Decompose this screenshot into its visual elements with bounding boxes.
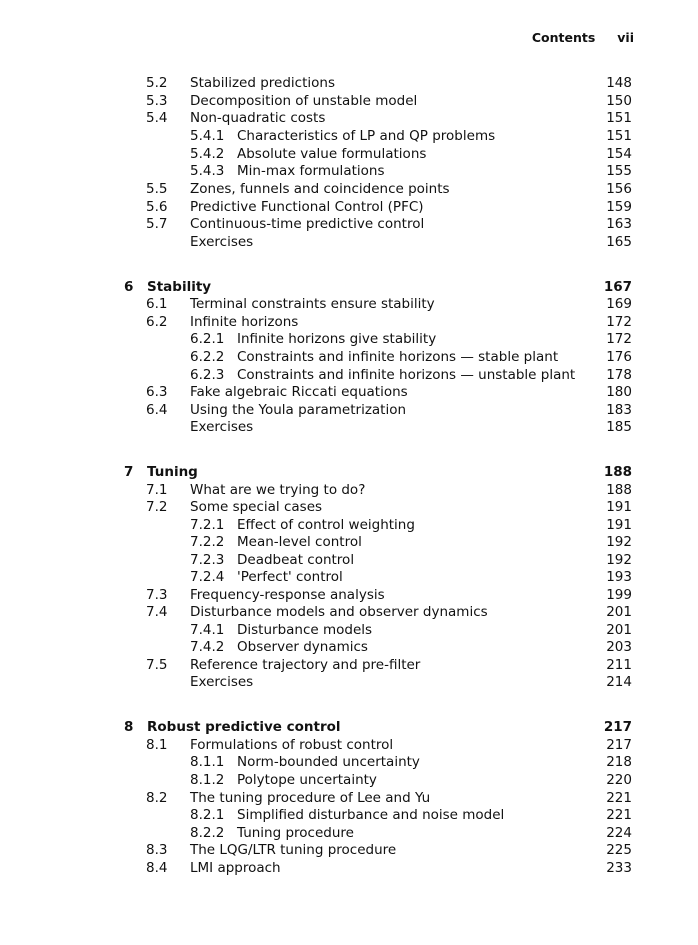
entry-number: 8.1.2 [190,772,225,788]
entry-number: 5.3 [146,93,168,109]
toc-subsection-entry [0,638,698,656]
toc-subsection-entry [0,330,698,348]
entry-number: 8.2.1 [190,807,225,823]
entry-page-number: 172 [606,331,632,347]
toc-section-entry [0,859,698,877]
entry-title: Simplified disturbance and noise model [237,807,505,823]
entry-page-number: 221 [606,790,632,806]
toc-section-entry [0,215,698,233]
entry-page-number: 188 [603,464,632,480]
toc-subsection-entry [0,366,698,384]
entry-title: Infinite horizons [190,314,299,330]
running-header [532,30,634,45]
entry-page-number: 148 [606,75,632,91]
entry-page-number: 180 [606,384,632,400]
entry-title: Tuning [147,464,198,480]
entry-number: 8.2.2 [190,825,225,841]
entry-page-number: 169 [606,296,632,312]
entry-title: The tuning procedure of Lee and Yu [190,790,431,806]
entry-title: Exercises [190,419,254,435]
entry-number: 6.4 [146,402,168,418]
toc-section-entry [0,383,698,401]
entry-page-number: 163 [606,216,632,232]
entry-title: Mean-level control [237,534,362,550]
entry-page-number: 165 [606,234,632,250]
entry-title: Constraints and infinite horizons — stable plant [237,349,559,365]
entry-title: Terminal constraints ensure stability [190,296,435,312]
entry-number: 8.4 [146,860,168,876]
entry-number: 5.5 [146,181,168,197]
entry-title: Observer dynamics [237,639,368,655]
entry-number: 7.2.2 [190,534,225,550]
entry-number: 7.1 [146,482,168,498]
entry-title: Characteristics of LP and QP problems [237,128,496,144]
entry-title: LMI approach [190,860,281,876]
entry-page-number: 188 [606,482,632,498]
entry-number: 7.4.1 [190,622,225,638]
entry-page-number: 172 [606,314,632,330]
toc-section-entry [0,74,698,92]
toc-section-entry [0,198,698,216]
entry-page-number: 178 [606,367,632,383]
toc-section-entry [0,656,698,674]
entry-title: Deadbeat control [237,552,355,568]
entry-title: Zones, funnels and coincidence points [190,181,450,197]
entry-page-number: 214 [606,674,632,690]
entry-page-number: 151 [606,128,632,144]
toc-section-entry [0,109,698,127]
entry-page-number: 233 [606,860,632,876]
entry-number: 6.2.3 [190,367,225,383]
entry-title: Decomposition of unstable model [190,93,418,109]
toc-section-entry [0,295,698,313]
entry-page-number: 217 [606,737,632,753]
entry-title: Min-max formulations [237,163,385,179]
entry-title: Non-quadratic costs [190,110,326,126]
entry-number: 6 [124,279,134,295]
entry-title: Continuous-time predictive control [190,216,425,232]
entry-title: Stability [147,279,212,295]
entry-page-number: 211 [606,657,632,673]
toc-section-entry [0,603,698,621]
toc-subsection-entry [0,533,698,551]
toc-subsection-entry [0,127,698,145]
entry-number: 5.7 [146,216,168,232]
entry-title: Stabilized predictions [190,75,335,91]
toc-section-entry [0,401,698,419]
entry-title: Using the Youla parametrization [190,402,407,418]
entry-page-number: 150 [606,93,632,109]
entry-page-number: 159 [606,199,632,215]
entry-title: Norm-bounded uncertainty [237,754,420,770]
toc-subsection-entry [0,568,698,586]
entry-page-number: 199 [606,587,632,603]
header-page-number: vii [617,30,634,45]
entry-number: 7.2.4 [190,569,225,585]
entry-page-number: 203 [606,639,632,655]
entry-number: 7.2.1 [190,517,225,533]
entry-number: 5.4.1 [190,128,225,144]
entry-page-number: 185 [606,419,632,435]
toc-subsection-entry [0,621,698,639]
entry-title: 'Perfect' control [237,569,343,585]
entry-title: Absolute value formulations [237,146,427,162]
toc-subsection-entry [0,551,698,569]
toc-subsection-entry [0,516,698,534]
toc-subsection-entry [0,753,698,771]
entry-title: Infinite horizons give stability [237,331,437,347]
entry-page-number: 191 [606,499,632,515]
toc-subsection-entry [0,348,698,366]
entry-page-number: 156 [606,181,632,197]
toc-section-entry [0,180,698,198]
entry-title: Fake algebraic Riccati equations [190,384,408,400]
entry-number: 6.3 [146,384,168,400]
entry-number: 6.2.2 [190,349,225,365]
entry-page-number: 224 [606,825,632,841]
entry-number: 7.3 [146,587,168,603]
toc-section-entry [0,586,698,604]
entry-title: Frequency-response analysis [190,587,385,603]
toc-subsection-entry [0,771,698,789]
toc-section-entry [0,498,698,516]
entry-number: 8.1 [146,737,168,753]
toc-section-entry [0,841,698,859]
entry-title: What are we trying to do? [190,482,366,498]
entry-number: 6.1 [146,296,168,312]
entry-title: Some special cases [190,499,323,515]
entry-page-number: 201 [606,622,632,638]
toc-subsection-entry [0,162,698,180]
entry-number: 6.2 [146,314,168,330]
entry-page-number: 151 [606,110,632,126]
entry-page-number: 225 [606,842,632,858]
entry-title: The LQG/LTR tuning procedure [190,842,397,858]
entry-number: 5.6 [146,199,168,215]
entry-page-number: 221 [606,807,632,823]
entry-page-number: 193 [606,569,632,585]
entry-page-number: 154 [606,146,632,162]
entry-title: Reference trajectory and pre-filter [190,657,421,673]
entry-number: 5.2 [146,75,168,91]
entry-number: 8.1.1 [190,754,225,770]
entry-page-number: 220 [606,772,632,788]
entry-page-number: 191 [606,517,632,533]
toc-subsection-entry [0,145,698,163]
toc-exercises-entry [0,418,698,436]
entry-number: 5.4.2 [190,146,225,162]
entry-title: Exercises [190,234,254,250]
entry-number: 8.3 [146,842,168,858]
entry-page-number: 183 [606,402,632,418]
entry-page-number: 167 [603,279,632,295]
entry-title: Exercises [190,674,254,690]
toc-chapter-entry [0,278,698,296]
entry-page-number: 201 [606,604,632,620]
toc-section-entry [0,736,698,754]
entry-title: Disturbance models [237,622,373,638]
entry-number: 5.4.3 [190,163,225,179]
entry-page-number: 192 [606,534,632,550]
entry-title: Robust predictive control [147,719,341,735]
toc-section-entry [0,481,698,499]
header-title: Contents [531,30,596,45]
entry-number: 6.2.1 [190,331,225,347]
toc-exercises-entry [0,233,698,251]
toc-chapter-entry [0,463,698,481]
entry-title: Tuning procedure [237,825,354,841]
entry-number: 7.2 [146,499,168,515]
toc-exercises-entry [0,673,698,691]
entry-page-number: 176 [606,349,632,365]
entry-title: Constraints and infinite horizons — unstable plant [237,367,576,383]
entry-number: 7.4 [146,604,168,620]
entry-page-number: 155 [606,163,632,179]
entry-title: Effect of control weighting [237,517,415,533]
entry-title: Polytope uncertainty [237,772,377,788]
entry-number: 7.4.2 [190,639,225,655]
entry-page-number: 217 [603,719,632,735]
entry-page-number: 192 [606,552,632,568]
entry-number: 5.4 [146,110,168,126]
entry-number: 7 [124,464,134,480]
toc-subsection-entry [0,824,698,842]
toc-subsection-entry [0,806,698,824]
entry-number: 7.2.3 [190,552,225,568]
toc-section-entry [0,92,698,110]
entry-title: Formulations of robust control [190,737,394,753]
entry-page-number: 218 [606,754,632,770]
toc-section-entry [0,789,698,807]
entry-title: Predictive Functional Control (PFC) [190,199,424,215]
toc-chapter-entry [0,718,698,736]
entry-number: 7.5 [146,657,168,673]
toc-section-entry [0,313,698,331]
entry-number: 8 [124,719,134,735]
entry-title: Disturbance models and observer dynamics [190,604,488,620]
entry-number: 8.2 [146,790,168,806]
